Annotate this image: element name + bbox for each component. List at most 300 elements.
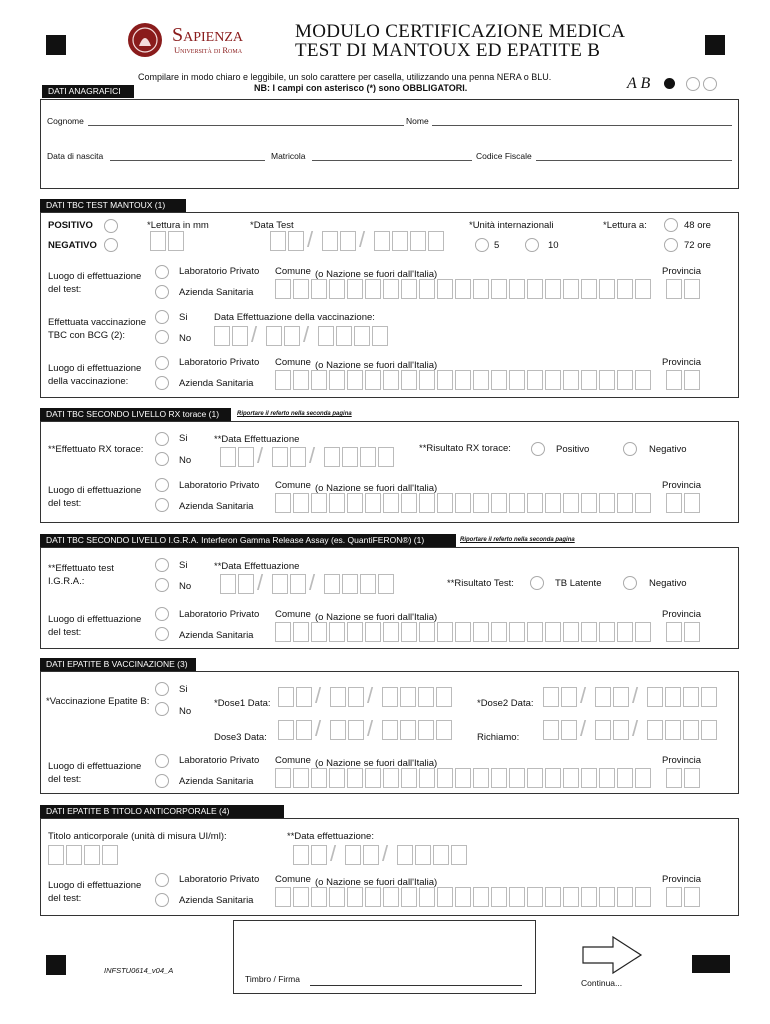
ore-48-radio[interactable] xyxy=(664,218,678,232)
comune-char-box[interactable] xyxy=(491,279,507,299)
rx-no-radio[interactable] xyxy=(155,452,169,466)
date-box[interactable] xyxy=(232,326,248,346)
titolo-box[interactable] xyxy=(84,845,100,865)
comune-char-box[interactable] xyxy=(365,622,381,642)
comune-char-box[interactable] xyxy=(599,279,615,299)
azienda-sanitaria-radio[interactable] xyxy=(155,285,169,299)
comune-char-box[interactable] xyxy=(527,622,543,642)
registration-mark-top-right xyxy=(705,35,725,55)
date-separator: / xyxy=(359,227,366,252)
richiamo-label: Richiamo: xyxy=(477,732,520,743)
comune-char-box[interactable] xyxy=(545,768,561,788)
sample-characters: A B xyxy=(627,75,651,92)
bcg-no-radio[interactable] xyxy=(155,330,169,344)
comune-char-box[interactable] xyxy=(473,768,489,788)
comune-char-box[interactable] xyxy=(635,279,651,299)
date-box[interactable] xyxy=(378,447,394,467)
date-box[interactable] xyxy=(433,845,449,865)
comune-label: Comune xyxy=(275,874,311,885)
lab-privato-label: Laboratorio Privato xyxy=(179,266,260,277)
form-title-line1: MODULO CERTIFICAZIONE MEDICA xyxy=(295,21,626,42)
date-box[interactable] xyxy=(342,574,358,594)
comune-char-box[interactable] xyxy=(401,493,417,513)
lab-privato-radio[interactable] xyxy=(155,607,169,621)
university-name: Sapienza xyxy=(172,24,244,46)
comune-char-box[interactable] xyxy=(491,622,507,642)
date-box[interactable] xyxy=(272,447,288,467)
comune-char-box[interactable] xyxy=(311,370,327,390)
date-box[interactable] xyxy=(238,447,254,467)
date-box[interactable] xyxy=(220,574,236,594)
comune-char-box[interactable] xyxy=(527,768,543,788)
date-box[interactable] xyxy=(382,687,398,707)
comune-char-box[interactable] xyxy=(275,370,291,390)
lab-privato-radio[interactable] xyxy=(155,265,169,279)
comune-char-box[interactable] xyxy=(365,279,381,299)
comune-char-box[interactable] xyxy=(437,279,453,299)
comune-char-box[interactable] xyxy=(581,887,597,907)
comune-char-box[interactable] xyxy=(545,493,561,513)
comune-char-box[interactable] xyxy=(383,887,399,907)
comune-char-box[interactable] xyxy=(509,493,525,513)
comune-char-box[interactable] xyxy=(563,279,579,299)
date-box[interactable] xyxy=(354,326,370,346)
date-box[interactable] xyxy=(284,326,300,346)
registration-mark-top-left xyxy=(46,35,66,55)
comune-char-box[interactable] xyxy=(329,493,345,513)
date-box[interactable] xyxy=(348,720,364,740)
comune-char-box[interactable] xyxy=(455,768,471,788)
provincia-char-box[interactable] xyxy=(666,370,682,390)
matricola-label: Matricola xyxy=(271,151,306,161)
comune-char-box[interactable] xyxy=(527,279,543,299)
provincia-char-box[interactable] xyxy=(666,493,682,513)
comune-char-box[interactable] xyxy=(455,493,471,513)
comune-char-box[interactable] xyxy=(581,768,597,788)
comune-char-box[interactable] xyxy=(383,622,399,642)
date-separator: / xyxy=(367,683,374,708)
rx-si-radio[interactable] xyxy=(155,432,169,446)
bcg-no-label: No xyxy=(179,333,192,344)
comune-char-box[interactable] xyxy=(311,622,327,642)
titolo-box[interactable] xyxy=(66,845,82,865)
date-box[interactable] xyxy=(613,687,629,707)
comune-char-box[interactable] xyxy=(509,768,525,788)
date-box[interactable] xyxy=(324,574,340,594)
bcg-si-label: Si xyxy=(179,312,188,323)
comune-char-box[interactable] xyxy=(473,279,489,299)
azienda-sanitaria-radio[interactable] xyxy=(155,627,169,641)
date-box[interactable] xyxy=(345,845,361,865)
date-box[interactable] xyxy=(278,687,294,707)
data-nascita-field[interactable] xyxy=(110,160,265,161)
comune-char-box[interactable] xyxy=(329,279,345,299)
comune-char-box[interactable] xyxy=(581,279,597,299)
provincia-char-box[interactable] xyxy=(684,493,700,513)
comune-note: (o Nazione se fuori dall'Italia) xyxy=(315,612,438,623)
lab-privato-label: Laboratorio Privato xyxy=(179,357,260,368)
comune-char-box[interactable] xyxy=(599,887,615,907)
vaccinazione-epatite-label: *Vaccinazione Epatite B: xyxy=(46,696,150,707)
igra-si-radio[interactable] xyxy=(155,558,169,572)
date-separator: / xyxy=(257,570,264,595)
comune-char-box[interactable] xyxy=(599,493,615,513)
comune-char-box[interactable] xyxy=(329,622,345,642)
timbro-firma-line xyxy=(310,985,522,986)
tb-latente-label: TB Latente xyxy=(555,578,602,589)
rx-positivo-radio[interactable] xyxy=(531,442,545,456)
provincia-char-box[interactable] xyxy=(684,622,700,642)
comune-char-box[interactable] xyxy=(635,370,651,390)
date-box[interactable] xyxy=(436,687,452,707)
date-box[interactable] xyxy=(372,326,388,346)
date-box[interactable] xyxy=(290,574,306,594)
comune-char-box[interactable] xyxy=(473,370,489,390)
comune-char-box[interactable] xyxy=(563,493,579,513)
comune-char-box[interactable] xyxy=(329,887,345,907)
positivo-radio[interactable] xyxy=(104,219,118,233)
date-box[interactable] xyxy=(378,574,394,594)
date-box[interactable] xyxy=(543,687,559,707)
date-box[interactable] xyxy=(415,845,431,865)
date-box[interactable] xyxy=(397,845,413,865)
data-nascita-label: Data di nascita xyxy=(47,151,104,161)
epatite-si-radio[interactable] xyxy=(155,682,169,696)
comune-char-box[interactable] xyxy=(527,887,543,907)
comune-char-box[interactable] xyxy=(563,887,579,907)
comune-char-box[interactable] xyxy=(329,768,345,788)
comune-char-box[interactable] xyxy=(419,279,435,299)
comune-char-box[interactable] xyxy=(581,370,597,390)
comune-char-box[interactable] xyxy=(455,622,471,642)
timbro-firma-label: Timbro / Firma xyxy=(245,974,300,984)
comune-char-box[interactable] xyxy=(347,493,363,513)
date-box[interactable] xyxy=(266,326,282,346)
azienda-sanitaria-radio[interactable] xyxy=(155,376,169,390)
comune-char-box[interactable] xyxy=(635,622,651,642)
comune-char-box[interactable] xyxy=(635,493,651,513)
comune-char-box[interactable] xyxy=(293,493,309,513)
comune-char-box[interactable] xyxy=(617,768,633,788)
comune-char-box[interactable] xyxy=(599,370,615,390)
rx-negativo-radio[interactable] xyxy=(623,442,637,456)
date-box[interactable] xyxy=(410,231,426,251)
date-box[interactable] xyxy=(238,574,254,594)
comune-char-box[interactable] xyxy=(311,768,327,788)
date-box[interactable] xyxy=(336,326,352,346)
comune-char-box[interactable] xyxy=(635,887,651,907)
comune-char-box[interactable] xyxy=(599,622,615,642)
date-box[interactable] xyxy=(296,687,312,707)
comune-char-box[interactable] xyxy=(383,493,399,513)
comune-char-box[interactable] xyxy=(581,493,597,513)
comune-char-box[interactable] xyxy=(491,768,507,788)
provincia-char-box[interactable] xyxy=(666,622,682,642)
date-box[interactable] xyxy=(293,845,309,865)
comune-char-box[interactable] xyxy=(437,622,453,642)
date-box[interactable] xyxy=(288,231,304,251)
lab-privato-label: Laboratorio Privato xyxy=(179,874,260,885)
comune-char-box[interactable] xyxy=(401,768,417,788)
comune-char-box[interactable] xyxy=(365,768,381,788)
lab-privato-radio[interactable] xyxy=(155,356,169,370)
luogo-vaccinazione-label: Luogo di effettuazione della vaccinazione: xyxy=(48,363,142,387)
comune-char-box[interactable] xyxy=(401,887,417,907)
comune-char-box[interactable] xyxy=(329,370,345,390)
lab-privato-radio[interactable] xyxy=(155,873,169,887)
date-box[interactable] xyxy=(374,231,390,251)
section-anagrafici xyxy=(40,99,739,189)
comune-char-box[interactable] xyxy=(455,887,471,907)
form-code: INFSTU0614_v04_A xyxy=(104,966,174,975)
comune-char-box[interactable] xyxy=(491,370,507,390)
comune-char-box[interactable] xyxy=(293,768,309,788)
comune-char-box[interactable] xyxy=(509,622,525,642)
section-header-rx: DATI TBC SECONDO LIVELLO RX torace (1) xyxy=(40,408,231,421)
section-header-igra: DATI TBC SECONDO LIVELLO I.G.R.A. Interferon Gamma Release Assay (es. QuantiFERON®) (1) xyxy=(40,534,456,547)
comune-char-box[interactable] xyxy=(419,768,435,788)
comune-char-box[interactable] xyxy=(545,370,561,390)
comune-char-box[interactable] xyxy=(617,887,633,907)
luogo-test-label: Luogo di effettuazione del test: xyxy=(48,761,142,785)
date-box[interactable] xyxy=(214,326,230,346)
date-box[interactable] xyxy=(392,231,408,251)
comune-char-box[interactable] xyxy=(635,768,651,788)
lab-privato-label: Laboratorio Privato xyxy=(179,609,260,620)
provincia-char-box[interactable] xyxy=(684,370,700,390)
comune-char-box[interactable] xyxy=(365,370,381,390)
comune-char-box[interactable] xyxy=(599,768,615,788)
comune-char-box[interactable] xyxy=(383,370,399,390)
titolo-box[interactable] xyxy=(102,845,118,865)
comune-char-box[interactable] xyxy=(473,887,489,907)
date-separator: / xyxy=(315,683,322,708)
date-box[interactable] xyxy=(330,720,346,740)
comune-char-box[interactable] xyxy=(617,370,633,390)
date-box[interactable] xyxy=(340,231,356,251)
lab-privato-radio[interactable] xyxy=(155,478,169,492)
comune-char-box[interactable] xyxy=(311,887,327,907)
unita-10-radio[interactable] xyxy=(525,238,539,252)
date-box[interactable] xyxy=(290,447,306,467)
azienda-sanitaria-radio[interactable] xyxy=(155,774,169,788)
provincia-char-box[interactable] xyxy=(684,887,700,907)
date-box[interactable] xyxy=(363,845,379,865)
comune-label: Comune xyxy=(275,609,311,620)
date-box[interactable] xyxy=(342,447,358,467)
date-box[interactable] xyxy=(647,720,663,740)
provincia-char-box[interactable] xyxy=(666,887,682,907)
comune-char-box[interactable] xyxy=(437,887,453,907)
azienda-sanitaria-radio[interactable] xyxy=(155,893,169,907)
comune-char-box[interactable] xyxy=(365,887,381,907)
azienda-sanitaria-label: Azienda Sanitaria xyxy=(179,776,254,787)
comune-char-box[interactable] xyxy=(437,370,453,390)
comune-char-box[interactable] xyxy=(293,887,309,907)
nome-field[interactable] xyxy=(432,125,732,126)
comune-char-box[interactable] xyxy=(275,279,291,299)
comune-char-box[interactable] xyxy=(419,887,435,907)
comune-char-box[interactable] xyxy=(293,622,309,642)
date-box[interactable] xyxy=(278,720,294,740)
date-box[interactable] xyxy=(360,574,376,594)
date-box[interactable] xyxy=(400,720,416,740)
ore-72-radio[interactable] xyxy=(664,238,678,252)
comune-char-box[interactable] xyxy=(275,887,291,907)
date-box[interactable] xyxy=(683,687,699,707)
luogo-test-label: Luogo di effettuazione del test: xyxy=(48,880,142,904)
date-box[interactable] xyxy=(428,231,444,251)
comune-char-box[interactable] xyxy=(509,370,525,390)
comune-char-box[interactable] xyxy=(545,622,561,642)
comune-char-box[interactable] xyxy=(383,768,399,788)
comune-char-box[interactable] xyxy=(491,887,507,907)
lab-privato-radio[interactable] xyxy=(155,754,169,768)
comune-char-box[interactable] xyxy=(293,279,309,299)
comune-char-box[interactable] xyxy=(419,622,435,642)
comune-char-box[interactable] xyxy=(401,622,417,642)
date-box[interactable] xyxy=(272,574,288,594)
comune-char-box[interactable] xyxy=(275,622,291,642)
comune-char-box[interactable] xyxy=(275,493,291,513)
epatite-no-radio[interactable] xyxy=(155,702,169,716)
provincia-char-box[interactable] xyxy=(666,279,682,299)
comune-char-box[interactable] xyxy=(473,622,489,642)
sample-filled-circle xyxy=(664,78,675,89)
comune-char-box[interactable] xyxy=(419,370,435,390)
codice-fiscale-field[interactable] xyxy=(536,160,732,161)
date-box[interactable] xyxy=(400,687,416,707)
comune-char-box[interactable] xyxy=(509,887,525,907)
azienda-sanitaria-label: Azienda Sanitaria xyxy=(179,630,254,641)
date-box[interactable] xyxy=(348,687,364,707)
comune-char-box[interactable] xyxy=(563,768,579,788)
comune-char-box[interactable] xyxy=(347,370,363,390)
igra-negativo-radio[interactable] xyxy=(623,576,637,590)
date-box[interactable] xyxy=(330,687,346,707)
date-box[interactable] xyxy=(647,687,663,707)
comune-char-box[interactable] xyxy=(419,493,435,513)
comune-char-box[interactable] xyxy=(401,279,417,299)
matricola-field[interactable] xyxy=(312,160,472,161)
date-box[interactable] xyxy=(418,687,434,707)
comune-char-box[interactable] xyxy=(311,279,327,299)
comune-char-box[interactable] xyxy=(545,279,561,299)
date-box[interactable] xyxy=(318,326,334,346)
rx-risultato-label: **Risultato RX torace: xyxy=(419,443,511,454)
date-box[interactable] xyxy=(595,720,611,740)
date-box[interactable] xyxy=(665,720,681,740)
negativo-radio[interactable] xyxy=(104,238,118,252)
igra-no-label: No xyxy=(179,581,192,592)
lettura-mm-label: *Lettura in mm xyxy=(147,220,209,231)
igra-no-radio[interactable] xyxy=(155,578,169,592)
comune-char-box[interactable] xyxy=(275,768,291,788)
date-separator: / xyxy=(330,841,337,866)
date-box[interactable] xyxy=(683,720,699,740)
comune-char-box[interactable] xyxy=(617,493,633,513)
comune-char-box[interactable] xyxy=(347,279,363,299)
date-box[interactable] xyxy=(701,687,717,707)
comune-note: (o Nazione se fuori dall'Italia) xyxy=(315,758,438,769)
provincia-char-box[interactable] xyxy=(666,768,682,788)
comune-char-box[interactable] xyxy=(563,370,579,390)
azienda-sanitaria-radio[interactable] xyxy=(155,498,169,512)
comune-label: Comune xyxy=(275,357,311,368)
comune-char-box[interactable] xyxy=(545,887,561,907)
comune-char-box[interactable] xyxy=(347,768,363,788)
tb-latente-radio[interactable] xyxy=(530,576,544,590)
date-box[interactable] xyxy=(561,720,577,740)
date-box[interactable] xyxy=(324,447,340,467)
comune-char-box[interactable] xyxy=(347,887,363,907)
date-box[interactable] xyxy=(665,687,681,707)
date-box[interactable] xyxy=(543,720,559,740)
date-box[interactable] xyxy=(220,447,236,467)
date-box[interactable] xyxy=(701,720,717,740)
comune-char-box[interactable] xyxy=(437,768,453,788)
comune-char-box[interactable] xyxy=(365,493,381,513)
comune-char-box[interactable] xyxy=(311,493,327,513)
comune-char-box[interactable] xyxy=(617,279,633,299)
comune-char-box[interactable] xyxy=(563,622,579,642)
date-box[interactable] xyxy=(613,720,629,740)
provincia-char-box[interactable] xyxy=(684,279,700,299)
date-box[interactable] xyxy=(360,447,376,467)
comune-char-box[interactable] xyxy=(527,370,543,390)
comune-char-box[interactable] xyxy=(383,279,399,299)
comune-char-box[interactable] xyxy=(527,493,543,513)
date-box[interactable] xyxy=(322,231,338,251)
comune-char-box[interactable] xyxy=(455,279,471,299)
dose2-label: *Dose2 Data: xyxy=(477,698,534,709)
cognome-field[interactable] xyxy=(88,125,404,126)
comune-char-box[interactable] xyxy=(473,493,489,513)
date-box[interactable] xyxy=(561,687,577,707)
date-separator: / xyxy=(315,716,322,741)
date-box[interactable] xyxy=(311,845,327,865)
date-box[interactable] xyxy=(382,720,398,740)
continua-label: Continua... xyxy=(581,978,623,988)
comune-char-box[interactable] xyxy=(401,370,417,390)
igra-risultato-label: **Risultato Test: xyxy=(447,578,514,589)
comune-char-box[interactable] xyxy=(617,622,633,642)
unita-5-radio[interactable] xyxy=(475,238,489,252)
rx-data-label: **Data Effettuazione xyxy=(214,434,300,445)
date-box[interactable] xyxy=(451,845,467,865)
lettura-mm-box[interactable] xyxy=(168,231,184,251)
date-box[interactable] xyxy=(270,231,286,251)
comune-label: Comune xyxy=(275,266,311,277)
titolo-box[interactable] xyxy=(48,845,64,865)
date-box[interactable] xyxy=(436,720,452,740)
date-box[interactable] xyxy=(296,720,312,740)
date-box[interactable] xyxy=(418,720,434,740)
comune-char-box[interactable] xyxy=(581,622,597,642)
titolo-anticorporale-label: Titolo anticorporale (unità di misura UI/ml): xyxy=(48,831,227,842)
comune-char-box[interactable] xyxy=(347,622,363,642)
bcg-si-radio[interactable] xyxy=(155,310,169,324)
lettura-mm-box[interactable] xyxy=(150,231,166,251)
provincia-label: Provincia xyxy=(662,755,702,766)
comune-char-box[interactable] xyxy=(293,370,309,390)
comune-char-box[interactable] xyxy=(455,370,471,390)
comune-char-box[interactable] xyxy=(437,493,453,513)
provincia-char-box[interactable] xyxy=(684,768,700,788)
comune-char-box[interactable] xyxy=(509,279,525,299)
comune-char-box[interactable] xyxy=(491,493,507,513)
date-box[interactable] xyxy=(595,687,611,707)
